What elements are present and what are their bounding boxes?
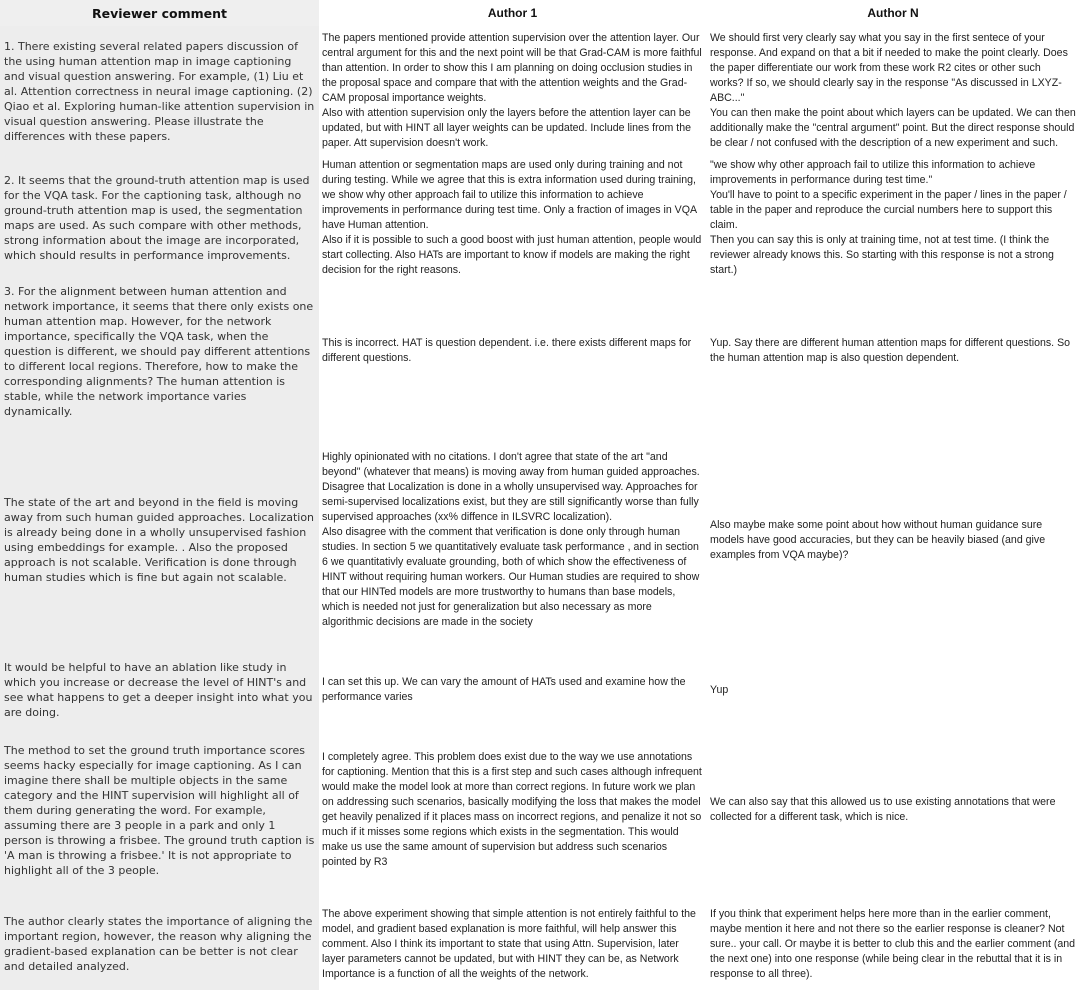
author-n-response-cell: We should first very clearly say what you say in the first sentece of your response. And expand on that a bit if needed to make the point clearly. Does the paper differentiate our work from these work R2 cites or other such works? If so, we should clearly say in the response "As discussed in LXYZ-ABC..." You can then make the point about which layers can be updated. We can then additionally make the "central argument" point. But the direct response should be clear / not confused with the description of a new experiment and such. xyxy=(706,26,1080,156)
author-n-response-cell: Yup xyxy=(706,658,1080,722)
author-1-response-cell: I completely agree. This problem does exist due to the way we use annotations for captioning. Mention that this is a first step and such cases although infrequent would make the model look at more than correct regions. In future work we plan on addressing such scenarios, basically modifying the loss that makes the model get heavily penalized if it places mass on incorrect regions, and penalize it not so much if it misses some regions which exists in the segmentation. This would make us use the same amount of supervision but address such scenarios pointed by R3 xyxy=(319,722,706,898)
header-author-1: Author 1 xyxy=(487,6,538,20)
reviewer-comment-cell: The author clearly states the importance of aligning the important region, however, the reason why aligning the gradient-based explanation can be better is not clear and detailed analyzed. xyxy=(0,898,319,990)
table-row xyxy=(0,422,1080,658)
author-n-response-cell: Yup. Say there are different human attention maps for different questions. So the human attention map is also question dependent. xyxy=(706,280,1080,422)
author-1-response-cell: Highly opinionated with no citations. I don't agree that state of the art "and beyond" (whatever that means) is moving away from human guided approaches. Disagree that Localization is done in a wholly unsupervised way. Approaches for semi-supervised localizations exist, but they are still significantly worse than fully supervised approaches (xx% diffence in ILSVRC localization). Also disagree with the comment that verification is done only through human studies. In section 5 we quantitatively evaluate task performance , and in section 6 we quantitativly evaluate grounding, both of which show the effectiveness of HINT without requiring human workers. Our Human studies are required to show that our HINTed models are more trustworthy to humans than base models, which is needed not just for generalization but also necessary as more algorithmic decisions are made in the society xyxy=(319,422,706,658)
reviewer-comment-cell: The state of the art and beyond in the field is moving away from such human guided approaches. Localization is already being done in a wholly unsupervised fashion using embeddings for example. . Also the proposed approach is not scalable. Verification is done through human studies which is fine but again not scalable. xyxy=(0,422,319,658)
header-row xyxy=(0,0,1080,26)
table-row xyxy=(0,658,1080,722)
author-n-response-cell: If you think that experiment helps here more than in the earlier comment, maybe mention it here and not there so the earlier response is cleaner? Not sure.. your call. Or maybe it is better to club this and the earlier comment (and the next one) into one response (while being clear in the rebuttal that it is in response to all three). xyxy=(706,898,1080,990)
table-row xyxy=(0,156,1080,280)
table-row xyxy=(0,26,1080,156)
author-1-response-cell: The papers mentioned provide attention supervision over the attention layer. Our central argument for this and the next point will be that Grad-CAM is more faithful than attention. In order to show this I am planning on doing occlusion studies in the proposal space and compare that with the attention weights and the Grad-CAM proposal importance weights. Also with attention supervision only the layers before the attention layer can be updated, but with HINT all layer weights can be updated. Include lines from the paper. Att supervision doesn't work. xyxy=(319,26,706,156)
table-row xyxy=(0,722,1080,898)
reviewer-comment-cell: It would be helpful to have an ablation like study in which you increase or decrease the level of HINT's and see what happens to get a deeper insight into what you are doing. xyxy=(0,658,319,722)
reviewer-comment-cell: 2. It seems that the ground-truth attention map is used for the VQA task. For the captioning task, although no ground-truth attention map is used, the segmentation maps are used. As such compare with other methods, strong information about the image are incorporated, which should results in performance improvements. xyxy=(0,156,319,280)
author-1-response-cell: This is incorrect. HAT is question dependent. i.e. there exists different maps for different questions. xyxy=(319,280,706,422)
author-1-response-cell: I can set this up. We can vary the amount of HATs used and examine how the performance varies xyxy=(319,658,706,722)
reviewer-comment-cell: The method to set the ground truth importance scores seems hacky especially for image captioning. As I can imagine there shall be multiple objects in the same category and the HINT supervision will highlight all of them during generating the word. For example, assuming there are 3 people in a park and only 1 person is throwing a frisbee. The ground truth caption is 'A man is throwing a frisbee.' It is not appropriate to highlight all of the 3 people. xyxy=(0,722,319,898)
header-reviewer-comment: Reviewer comment xyxy=(0,0,319,26)
header-author-n: Author N xyxy=(867,6,919,20)
author-1-response-cell: Human attention or segmentation maps are used only during training and not during testing. While we agree that this is extra information used during training, we show why other approach fail to utilize this information to achieve improvements in performance during test time. Only a fraction of images in VQA have Human attention. Also if it is possible to such a good boost with just human attention, people would start collecting. Also HATs are important to know if models are making the right decision for the right reasons. xyxy=(319,156,706,280)
table-row xyxy=(0,898,1080,990)
table-row xyxy=(0,280,1080,422)
author-n-response-cell: Also maybe make some point about how without human guidance sure models have good accuracies, but they can be heavily biased (and give examples from VQA maybe)? xyxy=(706,422,1080,658)
author-n-response-cell: We can also say that this allowed us to use existing annotations that were collected for a different task, which is nice. xyxy=(706,722,1080,898)
reviewer-comment-cell: 3. For the alignment between human attention and network importance, it seems that there only exists one human attention map. However, for the network importance, specifically the VQA task, when the question is different, we should pay different attentions to different local regions. Therefore, how to make the corresponding alignments? The human attention is stable, while the network importance varies dynamically. xyxy=(0,280,319,422)
author-n-response-cell: "we show why other approach fail to utilize this information to achieve improvements in performance during test time." You'll have to point to a specific experiment in the paper / lines in the paper / table in the paper and reproduce the curcial numbers here to support this claim. Then you can say this is only at training time, not at test time. (I think the reviewer already knows this. So starting with this response is not a strong start.) xyxy=(706,156,1080,280)
reviewer-comment-cell: 1. There existing several related papers discussion of the using human attention map in image captioning and visual question answering. For example, (1) Liu et al. Attention correctness in neural image captioning. (2) Qiao et al. Exploring human-like attention supervision in visual question answering. Please illustrate the differences with these papers. xyxy=(0,26,319,156)
author-1-response-cell: The above experiment showing that simple attention is not entirely faithful to the model, and gradient based explanation is more faithful, will help answer this comment. Also I think its important to state that using Attn. Supervision, later layer parameters cannot be updated, but with HINT they can be, as Network Importance is a function of all the weights of the network. xyxy=(319,898,706,990)
